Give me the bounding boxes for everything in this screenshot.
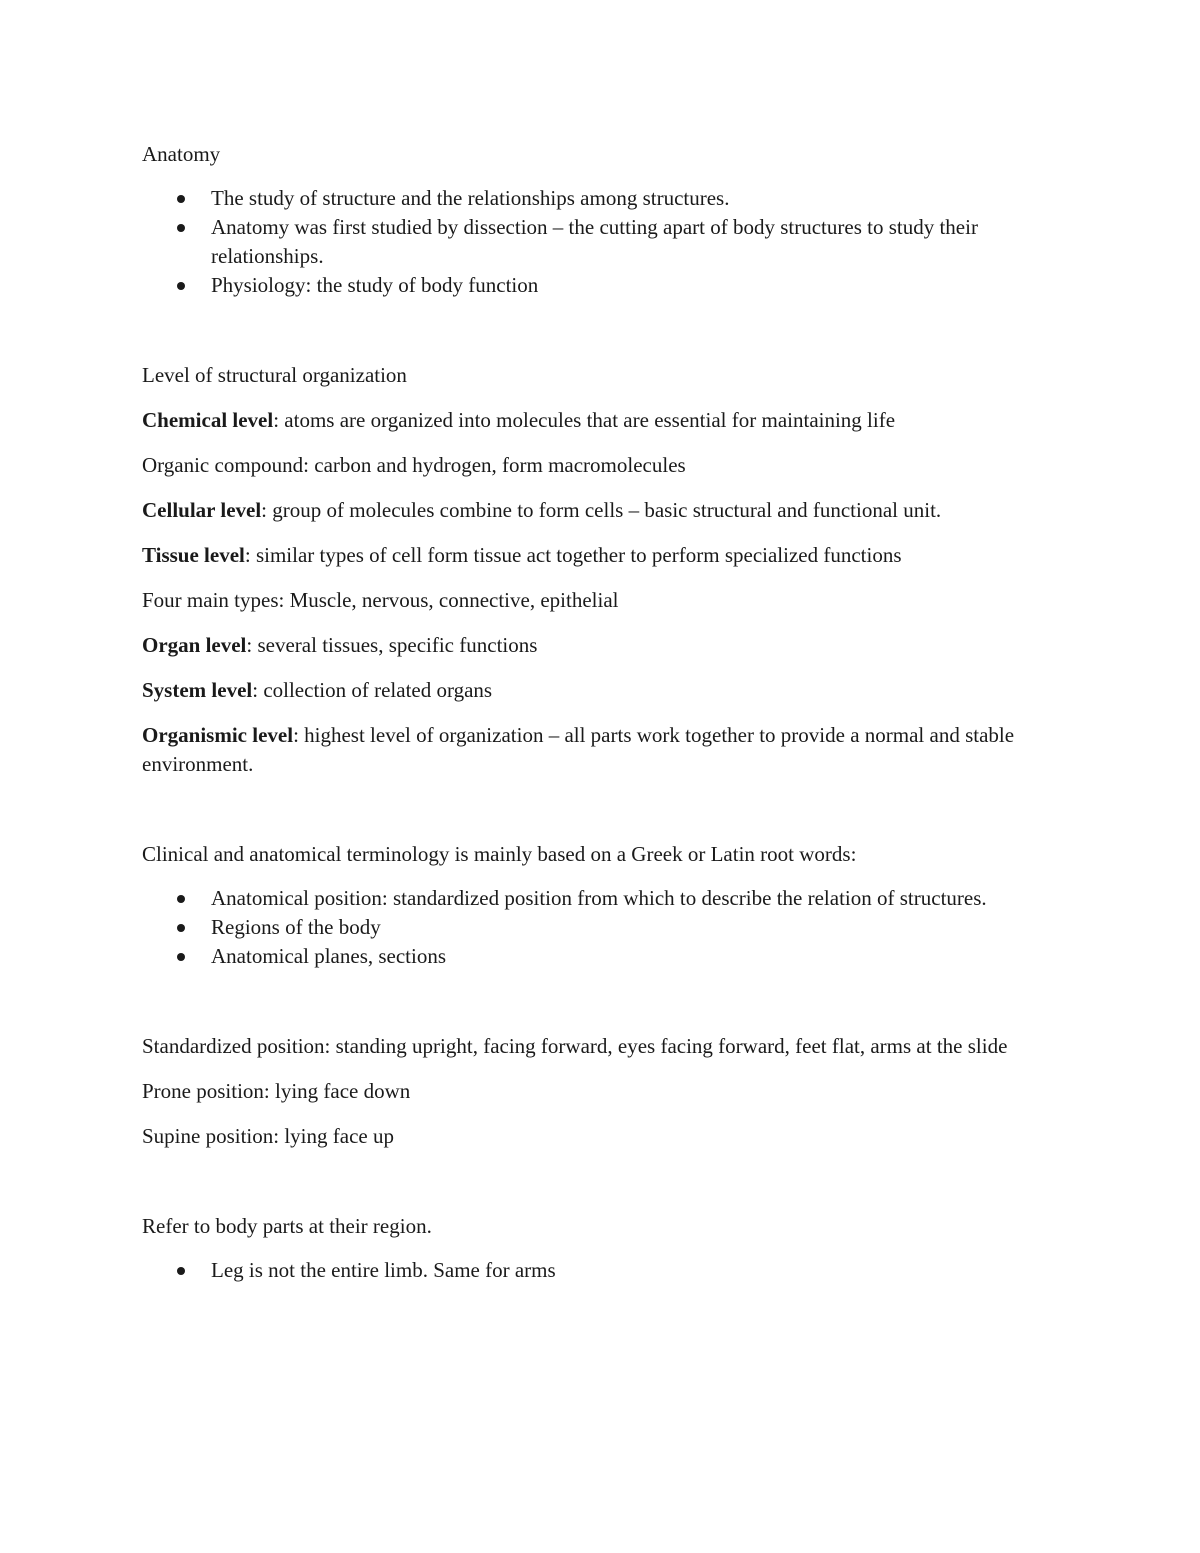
chemical-level-paragraph — [142, 406, 1072, 435]
regions-list — [142, 1256, 1072, 1285]
chemical-level-text: : atoms are organized into molecules that are essential for maintaining life — [273, 408, 896, 432]
system-level-text: : collection of related organs — [252, 678, 493, 702]
tissue-level-text: : similar types of cell form tissue act together to perform specialized functions — [244, 543, 902, 567]
list-item: Anatomical planes, sections — [142, 942, 1072, 971]
list-item: Anatomical position: standardized position from which to describe the relation of structures. — [142, 884, 1072, 913]
anatomy-list — [142, 184, 1072, 300]
document-body — [142, 140, 1072, 1285]
organic-compound-paragraph: Organic compound: carbon and hydrogen, form macromolecules — [142, 453, 686, 477]
organismic-level-paragraph — [142, 721, 1072, 779]
prone-position-paragraph: Prone position: lying face down — [142, 1079, 411, 1103]
terminology-heading: Clinical and anatomical terminology is mainly based on a Greek or Latin root words: — [142, 842, 857, 866]
regions-heading: Refer to body parts at their region. — [142, 1214, 432, 1238]
list-item: Anatomy was first studied by dissection – the cutting apart of body structures to study their relationships. — [142, 213, 1072, 271]
list-item: Physiology: the study of body function — [142, 271, 1072, 300]
organismic-level-text: : highest level of organization – all parts work together to provide a normal and stable environment. — [142, 723, 1015, 776]
list-item: The study of structure and the relationships among structures. — [142, 184, 1072, 213]
cellular-level-term: Cellular level — [142, 498, 262, 522]
organ-level-paragraph — [142, 631, 1072, 660]
organ-level-term: Organ level — [142, 633, 247, 657]
list-item: Leg is not the entire limb. Same for arms — [142, 1256, 1072, 1285]
anatomy-heading: Anatomy — [142, 142, 221, 166]
tissue-level-paragraph — [142, 541, 1072, 570]
cellular-level-text: : group of molecules combine to form cells – basic structural and functional unit. — [261, 498, 942, 522]
system-level-paragraph — [142, 676, 1072, 705]
system-level-term: System level — [142, 678, 253, 702]
terminology-list — [142, 884, 1072, 971]
organismic-level-term: Organismic level — [142, 723, 294, 747]
list-item: Regions of the body — [142, 913, 1072, 942]
organ-level-text: : several tissues, specific functions — [246, 633, 538, 657]
chemical-level-term: Chemical level — [142, 408, 274, 432]
supine-position-paragraph: Supine position: lying face up — [142, 1124, 394, 1148]
standardized-position-paragraph: Standardized position: standing upright, facing forward, eyes facing forward, feet flat, arms at the slide — [142, 1034, 1008, 1058]
tissue-level-term: Tissue level — [142, 543, 245, 567]
cellular-level-paragraph — [142, 496, 1072, 525]
levels-heading: Level of structural organization — [142, 363, 407, 387]
four-types-paragraph: Four main types: Muscle, nervous, connective, epithelial — [142, 588, 619, 612]
